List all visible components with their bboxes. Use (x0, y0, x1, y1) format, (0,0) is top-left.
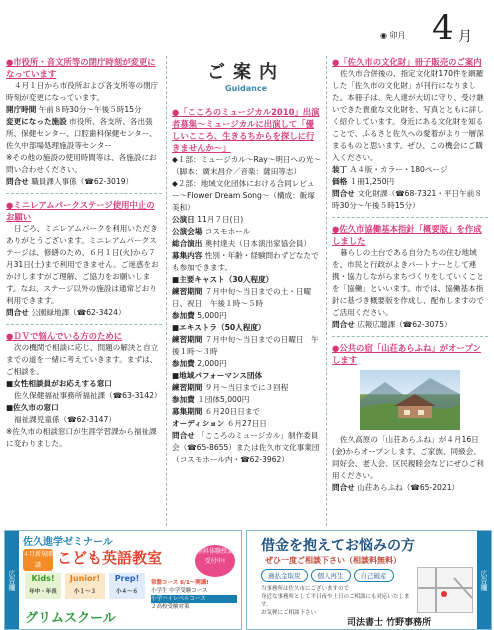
venue-label: 公演会場 (172, 227, 203, 236)
map-icon (418, 568, 472, 612)
service-chip: 個人再生 (311, 569, 351, 582)
ad-subheadline: ぜひ一度ご相談下さい（相談料無料） (265, 556, 401, 565)
article-body: 次の機関で相談に応じ、問題の解決と自立までの道を一緒に考えていきます。まずは、ご相談を。 (6, 343, 159, 376)
spec-value: Ａ４版・カラー・180ページ (349, 165, 448, 174)
audition-value: ６月27日日 (226, 419, 267, 428)
course-item: 小学生 中学受験コース (151, 588, 208, 594)
school-name: 佐久進学ゼミナール (23, 537, 113, 548)
month-suffix: 月 (458, 29, 472, 45)
course-item: ２高校受験対策 (151, 604, 190, 610)
venue-value: コスモホール (204, 227, 251, 236)
column-divider (326, 56, 327, 526)
prep-badge (109, 573, 145, 599)
section-label: ■主要キャスト（30人程度） (172, 275, 274, 284)
article-title: ●ミニレアムパークステージ使用中止のお願い (6, 200, 155, 222)
deadline-label: 募集期間 (172, 407, 203, 416)
contact-value: 職員課人事係（☎62-3019） (31, 177, 134, 186)
ad-line: お気軽にご相談下さい (261, 610, 317, 616)
article-separator (332, 217, 488, 218)
contact-label: 問合せ (6, 177, 29, 186)
contact-value: 広報広聴課（☎62-3075） (357, 320, 452, 329)
practice-value: ７月中旬〜当日までの土・日曜日、祝日 午後１時〜５時 (172, 287, 312, 308)
junior-badge (65, 573, 105, 599)
column-middle (172, 106, 322, 466)
course-item: 小学ハイレベルコース (151, 595, 237, 603)
article-title: ●「こころのミュージカル2010」出演者募集〜ミュージカルに出演して「優しいこころ、生きるちからを探しに行きませんか〜」 (172, 107, 320, 153)
facilities-label: 変更になった施設 (6, 117, 67, 126)
article-note: ※その他の施設の使用時間等は、各施設にお問い合わせください。 (6, 153, 157, 174)
hours-value: 午前８時30分〜午後５時15分 (38, 105, 142, 114)
ad-cram-school[interactable] (4, 530, 242, 630)
article-title: ●「佐久市の文化財」冊子販売のご案内 (332, 57, 482, 67)
contact-value: 公園緑地課（☎62-3424） (31, 308, 126, 317)
contact-value: 文化財課（☎68-7321・平日午前８時30分〜午後５時15分） (332, 189, 482, 210)
month-number: 4 (432, 8, 454, 48)
practice-value: ９月〜当日までに３回程 (204, 383, 289, 392)
audition-label: オーディション (172, 419, 225, 428)
requirement-label: 募集内容 (172, 251, 203, 260)
price-label: 価格 (332, 177, 348, 186)
fee-value: 2,000円 (197, 359, 227, 368)
section-label: ■エキストラ（50人程度） (172, 323, 266, 332)
part-two: ◆２部：地域文化団体における合同レビュー〜Flower Dream Song〜（構成：飯塚美和） (172, 179, 315, 212)
map-illustration (417, 567, 473, 613)
article-separator (332, 336, 488, 337)
contact-label: 問合せ (332, 189, 355, 198)
kids-badge (25, 573, 61, 599)
fee-label: 参加費 (172, 359, 195, 368)
guidance-title: ご案内 (207, 62, 285, 83)
month-badge: ４月新規開講 (23, 551, 54, 569)
hours-label: 開庁時間 (6, 105, 37, 114)
window-body: 福祉課児童係（☎62-3147） (14, 415, 116, 424)
article-separator (6, 324, 162, 325)
ad-body (261, 585, 411, 617)
contact-label: 問合せ (332, 320, 355, 329)
contact-value: 山荘あらふね（☎65-2021） (357, 483, 460, 492)
fee-value: １団体5,000円 (197, 395, 250, 404)
ad-headline: こども英語教室 (57, 549, 163, 567)
course-list (151, 579, 237, 611)
lodge-illustration (360, 370, 460, 430)
requirement-value: 性別・年齢・経験問わずどなたでも参加できます。 (172, 251, 319, 272)
part-one: ◆１部：ミュージカル〜Ray〜明日への光〜（脚本：廣末昌介／音楽：薩田等志） (172, 155, 321, 176)
facilities-value: 市役所、各支所、各出張所、保健センター、口腔歯科保健センター、佐久中部場処理施設等センター (6, 117, 157, 150)
article-body: 佐久高原の「山荘あらふね」が４月16日(金)からオープンします。ご家族、同級会、同好会、老人会、区民親睦会などにぜひご利用ください。 (332, 435, 484, 480)
article-title: ●佐久市協働基本指針「概要版」を作成しました (332, 224, 482, 246)
course-item: 常盤コース 6/1〜開講! (151, 580, 209, 586)
article-body: 暮らしの土台である自分たちの住む地域を、市民と行政がよきパートナーとして連携・協力しながらまちづくりをしていくことを「協働」といいます。市では、協働基本指針に基づき概要版を作成し、配布しますのでご活用ください。 (332, 248, 484, 317)
prep-label: Prep! (114, 574, 140, 583)
fee-label: 参加費 (172, 311, 195, 320)
ad-headline: 借金を抱えてお悩みの方 (261, 538, 415, 554)
kids-label: Kids! (31, 574, 55, 583)
column-right (332, 56, 488, 494)
month-label: ◉ 卯月 (380, 31, 406, 40)
window-label: ■女性相談員がお応えする窓口 (6, 379, 112, 388)
column-left (6, 56, 162, 450)
ad-line: 身近な事務所として平日夜や土日のご相談にも対応いたします。 (261, 594, 410, 608)
ad-tag: 広告欄 (477, 531, 491, 629)
junior-sub: 小１〜３ (73, 589, 96, 595)
advertisement-area (0, 528, 494, 630)
deadline-value: ６月20日日まで (204, 407, 261, 416)
guidance-heading (196, 62, 296, 102)
spec-label: 装丁 (332, 165, 348, 174)
practice-label: 練習期間 (172, 335, 203, 344)
window-body: 佐久保健福祉事務所福祉課（☎63-3142） (14, 391, 162, 400)
article-title: ●市役所・音文所等の閉庁時刻が変更になっています (6, 57, 156, 79)
director-value: 奥村達夫（日本演出家協会員） (204, 239, 312, 248)
ad-tag: 広告欄 (5, 531, 19, 629)
practice-label: 練習期間 (172, 287, 203, 296)
ad-legal-office[interactable] (246, 530, 492, 630)
section-label: ■地域パフォーマンス団体 (172, 371, 263, 380)
footer-brand: グリムスクール (25, 611, 116, 626)
contact-label: 問合せ (332, 483, 355, 492)
contact-label: 問合せ (172, 431, 195, 440)
service-chip: 過払金取戻 (261, 569, 308, 582)
service-chips (261, 569, 394, 582)
practice-value: ７月中旬〜当日までの日曜日 午後１時〜３時 (172, 335, 319, 356)
article-note: ※佐久市の相談窓口が生涯学習課から福祉課に変わりました。 (6, 427, 157, 448)
lodge-photo (360, 370, 460, 430)
junior-label: Junior! (69, 574, 101, 583)
contact-value: 「こころのミュージカル」制作委員会（☎65-8655）または佐久市文化事業団（コスモホール内・☎62-3962） (172, 431, 320, 464)
kids-sub: 年中・年長 (29, 589, 57, 595)
window-label: ■佐久市の窓口 (6, 403, 59, 412)
article-body: 日ごろ、ミニレアムパークを利用いただきありがとうございます。ミニレアムパークステージは、修繕のため、６月１日(火)から７月31日(土)まで利用できません。ご迷惑をおかけしますがご理解、ご協力をお願いします。なお、ステージ以外の施設は通常どおり利用できます。 (6, 224, 159, 305)
article-title: ●ＤＶで悩んでいる方のために (6, 331, 123, 341)
director-label: 総合演出 (172, 239, 203, 248)
column-divider (166, 56, 167, 526)
article-title: ●公共の宿「山荘あらふね」がオープンします (332, 343, 481, 365)
fee-value: 5,000円 (197, 311, 227, 320)
practice-label: 練習期間 (172, 383, 203, 392)
article-separator (6, 193, 162, 194)
office-name: 司法書士 竹野事務所 (347, 618, 432, 628)
service-chip: 自己破産 (354, 569, 394, 582)
guidance-subtitle: Guidance (225, 84, 267, 93)
prep-sub: 小４〜６ (115, 589, 138, 595)
page-header (352, 8, 484, 52)
fee-label: 参加費 (172, 395, 195, 404)
contact-label: 問合せ (6, 308, 29, 317)
price-value: １冊1,250円 (349, 177, 395, 186)
article-body: ４月１日から市役所および各支所等の閉庁時刻が変更になっています。 (6, 81, 159, 102)
date-value: 11月７日(日) (197, 215, 244, 224)
article-body: 佐久市合併後の、指定文化財170件を網羅した「佐久市の文化財」が刊行になりました。本冊子は、先人達が大切に守り、受け継いできた貴重な文化財を、写真とともに詳しく紹介しています。身近にある文化財を知ることで、ふるさと佐久への愛着がより一層深まるものと思います。ぜひ、この機会にご購入ください。 (332, 69, 484, 162)
ad-line: 当事務所は佐久市にございますので (261, 586, 350, 592)
trial-badge: 無料体験授業受付中! (195, 545, 235, 577)
date-label: 公演日 (172, 215, 195, 224)
